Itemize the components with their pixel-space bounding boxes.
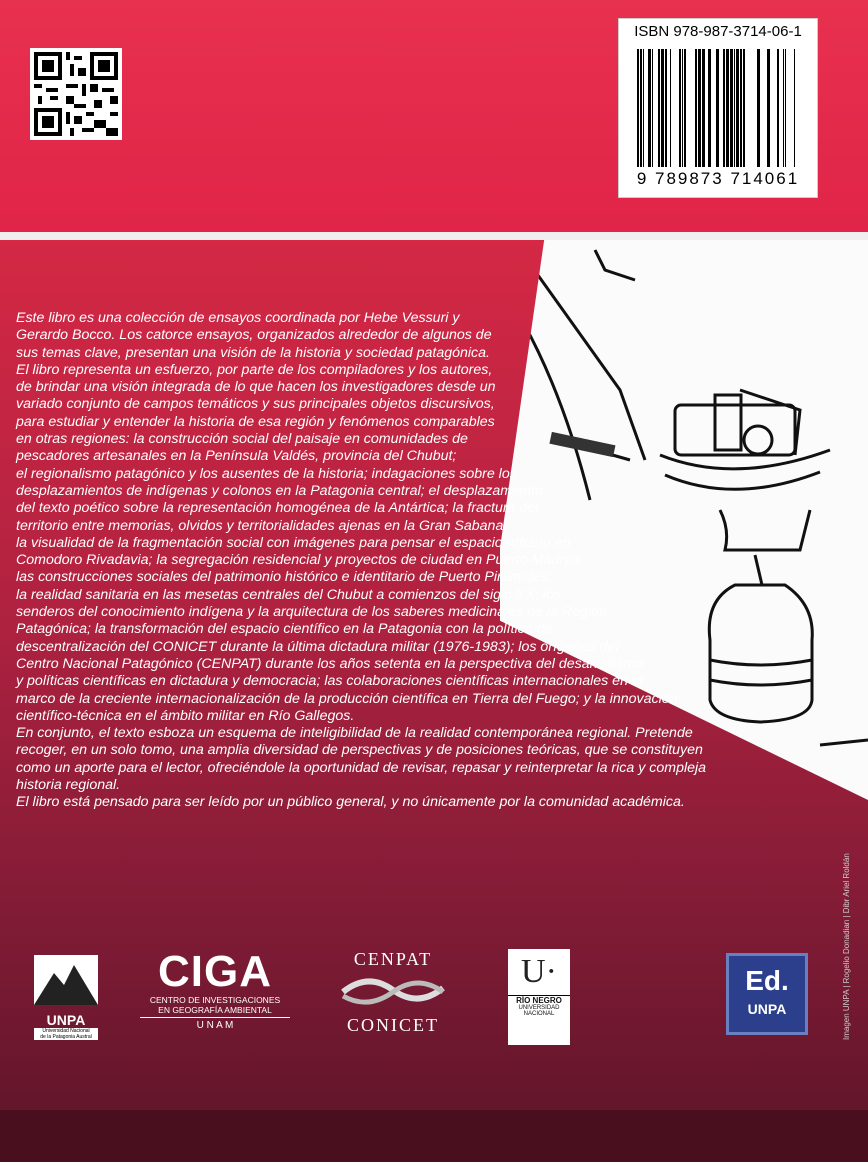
description-line: científico-técnica en el ámbito militar en Río Gallegos. [16, 707, 355, 724]
description-line: recoger, en un solo tomo, una amplia diversidad de perspectivas y de posiciones teóricas, que se constituyen [16, 742, 703, 759]
book-description [16, 310, 862, 812]
description-line: En conjunto, el texto esboza un esquema de inteligibilidad de la realidad contemporánea regional. Pretende [16, 725, 693, 742]
qr-code-icon [30, 48, 122, 140]
barcode-bar [794, 49, 795, 167]
edunpa-bottom: UNPA [747, 1001, 787, 1017]
description-line: Este libro es una colección de ensayos coordinada por Hebe Vessuri y [16, 310, 460, 326]
ciga-sub1: CENTRO DE INVESTIGACIONES [149, 995, 281, 1005]
isbn-label: ISBN 978-987-3714-06-1 [634, 23, 802, 40]
barcode-bar [723, 49, 725, 167]
unpa-mountain-icon [34, 955, 98, 1005]
barcode-bar [740, 49, 742, 167]
unpa-name: UNPA [46, 1012, 86, 1028]
cenpat-conicet-logo [328, 949, 458, 1049]
barcode-bar [637, 49, 639, 167]
description-line: en otras regiones: la construcción social del paisaje en comunidades de [16, 431, 468, 448]
conicet-name: CONICET [347, 1015, 439, 1035]
description-line: y políticas científicas en dictadura y democracia; las colaboraciones científicas internacionales en el [16, 673, 643, 690]
rionegro-mark: U· [521, 953, 557, 990]
barcode-bar [730, 49, 733, 167]
barcode-bar [661, 49, 664, 167]
qr-code [30, 48, 122, 140]
ciga-name: CIGA [158, 947, 272, 996]
barcode-bar [652, 49, 653, 167]
description-line: del texto poético sobre la representación homogénea de la Antártica; la fractura del [16, 500, 539, 517]
barcode-bar [777, 49, 779, 167]
description-line: para estudiar y entender la historia de esa región y fenómenos comparables [16, 413, 495, 430]
barcode-bar [702, 49, 705, 167]
barcode-bar [698, 49, 701, 167]
barcode-bar [767, 49, 770, 167]
barcode-bar [743, 49, 745, 167]
description-line: la visualidad de la fragmentación social con imágenes para pensar el espacio urbano en [16, 534, 571, 551]
unpa-logo [34, 955, 98, 1041]
description-line: la realidad sanitaria en las mesetas centrales del Chubut a comienzos del siglo XX; los [16, 586, 561, 603]
description-line: Comodoro Rivadavia; la segregación residencial y proyectos de ciudad en Puerto Madryn; [16, 552, 584, 569]
barcode-bar [643, 49, 644, 167]
description-line: pescadores artesanales en la Península Valdés, provincia del Chubut; [16, 448, 457, 465]
description-line: de brindar una visión integrada de lo que hacen los investigadores desde un [16, 379, 496, 396]
barcode-bar [726, 49, 729, 167]
description-line: desplazamientos de indígenas y colonos en la Patagonia central; el desplazamiento [16, 482, 543, 499]
barcode-bar [695, 49, 697, 167]
bottom-bar [0, 1110, 868, 1162]
description-line: el regionalismo patagónico y los ausentes de la historia; indagaciones sobre los [16, 465, 517, 482]
unpa-sub1: Universidad Nacional [34, 1028, 98, 1034]
barcode-bar [785, 49, 786, 167]
barcode-icon [635, 49, 803, 167]
description-line: sus temas clave, presentan una visión de la historia y sociedad patagónica. [16, 344, 490, 361]
ed-unpa-logo [726, 953, 808, 1035]
barcode-bar [757, 49, 760, 167]
edunpa-top: Ed. [745, 965, 789, 996]
barcode-bar [682, 49, 683, 167]
rio-negro-logo [508, 949, 570, 1045]
ciga-sub2: EN GEOGRAFÍA AMBIENTAL [140, 1005, 290, 1018]
description-line: territorio entre memorias, olvidos y territorialidades ajenas en la Gran Sabana; [16, 517, 508, 534]
description-line: como un aporte para el lector, ofreciéndole la oportunidad de revisar, repasar y reinterpretar la rica y compleja [16, 759, 707, 776]
barcode-bar [658, 49, 660, 167]
description-line: descentralización del CONICET durante la última dictadura militar (1976-1983); los orígenes del [16, 638, 619, 655]
conicet-wave-icon [338, 970, 448, 1010]
description-line: Gerardo Bocco. Los catorce ensayos, organizados alrededor de algunos de [16, 327, 492, 344]
description-line: historia regional. [16, 777, 121, 794]
divider-strip [0, 232, 868, 240]
barcode-bar [708, 49, 711, 167]
barcode-bar [640, 49, 642, 167]
publisher-logos [0, 945, 868, 1085]
description-line: El libro representa un esfuerzo, por parte de los compiladores y los autores, [16, 361, 493, 378]
description-line: El libro está pensado para ser leído por un público general, y no únicamente por la comunidad académica. [16, 794, 685, 811]
barcode-bar [736, 49, 739, 167]
rionegro-sub1: UNIVERSIDAD [518, 1005, 560, 1011]
barcode-bar [679, 49, 681, 167]
image-credit: Imagen UNPA | Rogelio Donadian | Dibr Ariel Roldán [842, 853, 851, 1040]
rionegro-name: RÍO NEGRO [508, 995, 570, 1005]
barcode-bar [670, 49, 671, 167]
description-line: Centro Nacional Patagónico (CENPAT) durante los años setenta en la perspectiva del desarrollismo [16, 655, 644, 672]
barcode-bar [783, 49, 784, 167]
ciga-logo [140, 949, 290, 1045]
barcode-number: 9 789873 714061 [636, 169, 800, 188]
description-line: marco de la creciente internacionalización de la producción científica en Tierra del Fuego; y la innovación [16, 690, 678, 707]
description-line: variado conjunto de campos temáticos y sus principales objetos discursivos, [16, 396, 495, 413]
description-line: Patagónica; la transformación del espacio científico en la Patagonia con la política de [16, 621, 553, 638]
unpa-sub2: de la Patagonia Austral [34, 1034, 98, 1040]
barcode-bar [716, 49, 719, 167]
description-line: las construcciones sociales del patrimonio histórico e identitario de Puerto Pirámides; [16, 569, 552, 586]
cenpat-name: CENPAT [353, 949, 433, 969]
barcode-bar [665, 49, 667, 167]
barcode-bar [734, 49, 735, 167]
barcode-bar [648, 49, 651, 167]
ciga-sub3: U N A M [196, 1020, 234, 1031]
isbn-barcode-box [618, 18, 818, 198]
rionegro-sub2: NACIONAL [523, 1011, 555, 1017]
description-line: senderos del conocimiento indígena y la arquitectura de los saberes medicinales de la Región [16, 604, 607, 621]
barcode-bar [684, 49, 686, 167]
